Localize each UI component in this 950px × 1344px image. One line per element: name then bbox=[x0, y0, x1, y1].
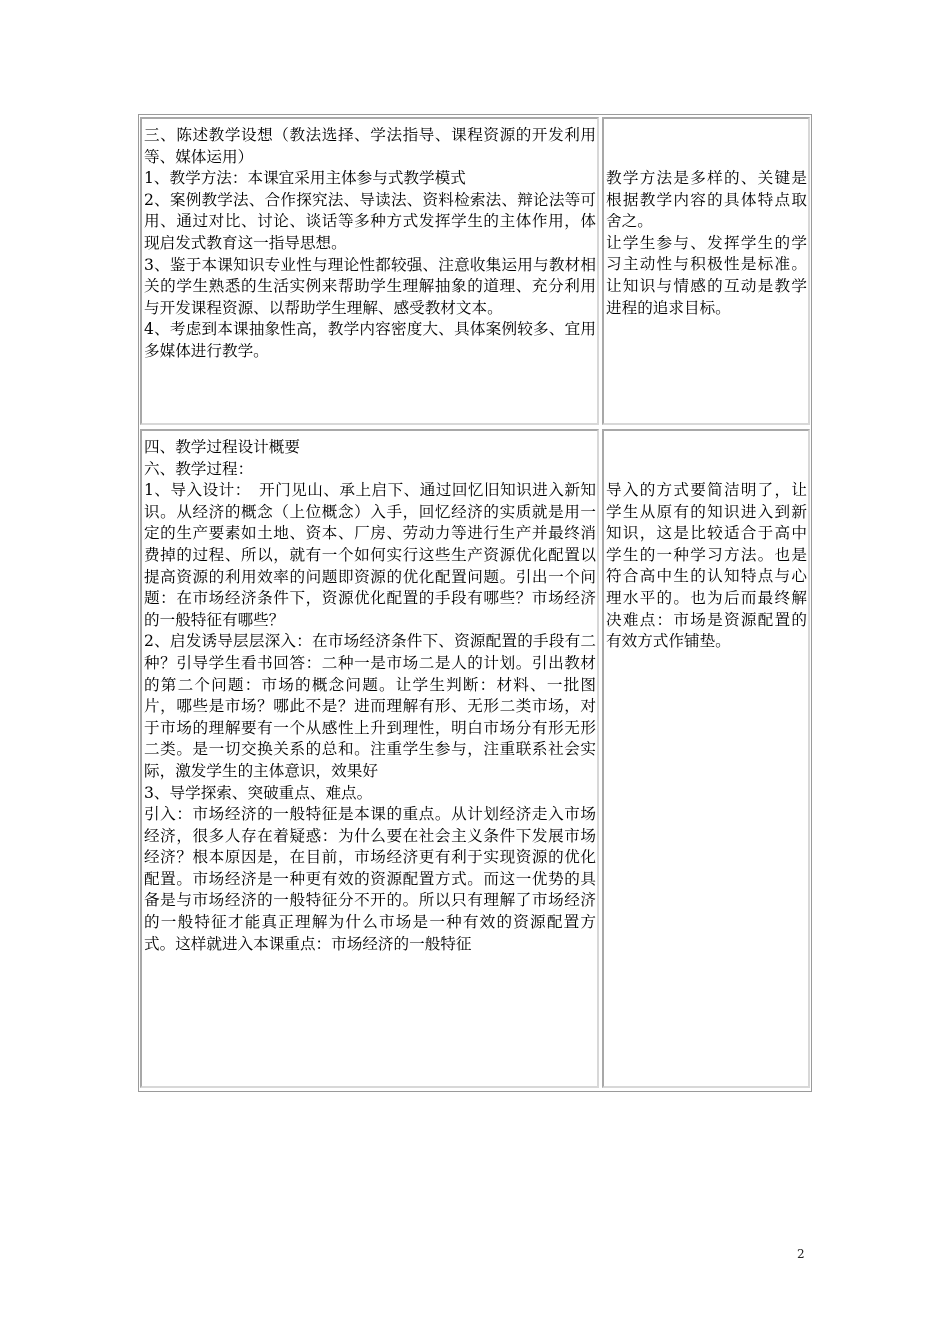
note-paragraph-1: 教学方法是多样的、关键是根据教学内容的具体特点取舍之。 bbox=[606, 169, 807, 231]
page-number: 2 bbox=[797, 1247, 805, 1261]
process-step-3: 3、导学探索、突破重点、难点。 bbox=[144, 783, 373, 802]
section-six-heading: 六、教学过程： bbox=[144, 459, 254, 478]
lesson-plan-table bbox=[138, 114, 812, 1092]
section-three-heading: 三、陈述教学设想（教法选择、学法指导、课程资源的开发利用等、媒体运用） bbox=[144, 126, 596, 166]
teaching-method-item-1: 1、教学方法：本课宜采用主体参与式教学模式 bbox=[144, 169, 466, 188]
section-four-heading: 四、教学过程设计概要 bbox=[144, 438, 300, 456]
teaching-design-cell bbox=[140, 117, 599, 425]
teaching-method-item-3: 3、鉴于本课知识专业性与理论性都较强、注意收集运用与教材相关的学生熟悉的生活实例来帮助学生理解抽象的道理、充分利用与开发课程资源、以帮助学生理解、感受教材文本。 bbox=[144, 255, 596, 317]
process-introduction: 引入：市场经济的一般特征是本课的重点。从计划经济走入市场经济，很多人存在着疑惑：为什么要在社会主义条件下发展市场经济？根本原因是，在目前，市场经济更有利于实现资源的优化配置。市场经济是一种更有效的资源配置方式。而这一优势的具备是与市场经济的一般特征分不开的。所以只有理解了市场经济的一般特征才能真正理解为什么市场是一种有效的资源配置方式。这样就进入本课重点：市场经济的一般特征 bbox=[144, 805, 596, 953]
teaching-process-cell bbox=[140, 429, 599, 1088]
process-step-2: 2、启发诱导层层深入：在市场经济条件下、资源配置的手段有二种？引导学生看书回答：二种一是市场二是人的计划。引出教材的第二个问题：市场的概念问题。让学生判断：材料、一批图片，哪些是市场？哪此不是？进而理解有形、无形二类市场，对于市场的理解要有一个从感性上升到理性，明白市场分有形无形二类。是一切交换关系的总和。注重学生参与，注重联系社会实际，激发学生的主体意识，效果好 bbox=[144, 632, 596, 780]
note-spacer bbox=[606, 125, 807, 168]
teaching-method-item-4: 4、考虑到本课抽象性高，教学内容密度大、具体案例较多、宜用多媒体进行教学。 bbox=[144, 320, 596, 360]
note-spacer bbox=[606, 437, 807, 480]
table-row-teaching-process bbox=[140, 429, 810, 1088]
teaching-design-note-cell bbox=[602, 117, 810, 425]
table-row-teaching-design bbox=[140, 117, 810, 425]
teaching-process-note-cell bbox=[602, 429, 810, 1088]
note-paragraph-2: 让学生参与、发挥学生的学习主动性与积极性是标准。让知识与情感的互动是教学进程的追求目标。 bbox=[606, 233, 807, 317]
teaching-method-item-2: 2、案例教学法、合作探究法、导读法、资料检索法、辩论法等可用、通过对比、讨论、谈话等多种方式发挥学生的主体作用，体现启发式教育这一指导思想。 bbox=[144, 190, 596, 252]
process-note-paragraph: 导入的方式要简洁明了，让学生从原有的知识进入到新知识，这是比较适合于高中学生的一种学习方法。也是符合高中生的认知特点与心理水平的。也为后而最终解决难点：市场是资源配置的有效方式作铺垫。 bbox=[606, 481, 807, 651]
process-step-1: 1、导入设计： 开门见山、承上启下、通过回忆旧知识进入新知识。从经济的概念（上位概念）入手，回忆经济的实质就是用一定的生产要素如土地、资本、厂房、劳动力等进行生产并最终消费掉的过程、所以，就有一个如何实行这些生产资源优化配置以提高资源的利用效率的问题即资源的优化配置问题。引出一个问题：在市场经济条件下，资源优化配置的手段有哪些？市场经济的一般特征有哪些？ bbox=[144, 481, 596, 629]
